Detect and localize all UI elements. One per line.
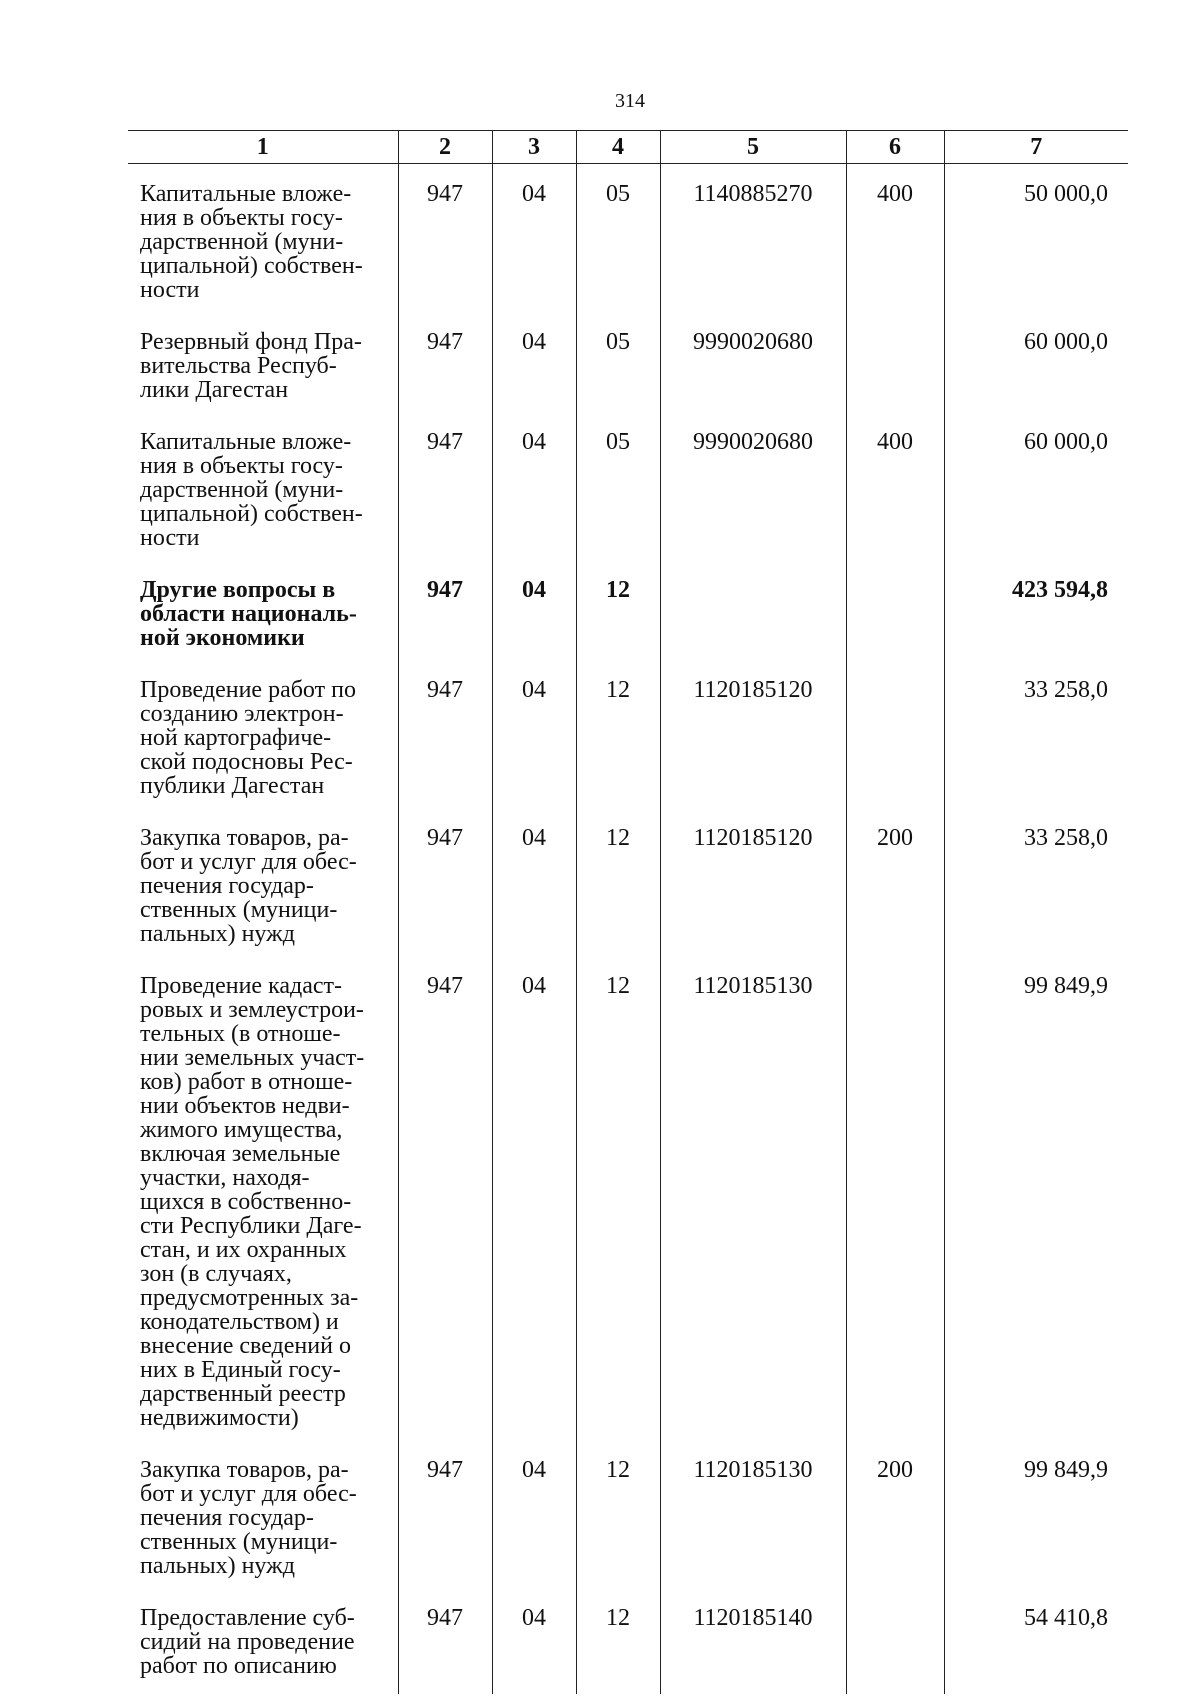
row-name-cell: Капитальные вложе- ния в объекты госу- дарственной (муни- ципальной) собствен- ности <box>140 429 363 551</box>
row-name-cell: Закупка товаров, ра- бот и услуг для обес- печения государ- ственных (муници- пальных) нужд <box>140 1457 357 1579</box>
row-target-cell: 1120185130 <box>660 956 846 1440</box>
column-header: 2 <box>398 131 492 164</box>
row-amount-cell: 33 258,0 <box>944 808 1128 956</box>
row-expense-cell <box>846 1588 944 1694</box>
table-row <box>128 412 1128 560</box>
table-row <box>128 808 1128 956</box>
row-subsection-cell: 12 <box>576 1440 660 1588</box>
row-expense-cell: 400 <box>846 412 944 560</box>
row-amount-cell: 99 849,9 <box>944 1440 1128 1588</box>
row-code-cell: 947 <box>398 412 492 560</box>
column-header: 4 <box>576 131 660 164</box>
row-subsection-cell: 12 <box>576 956 660 1440</box>
row-amount-cell: 99 849,9 <box>944 956 1128 1440</box>
row-amount-cell: 50 000,0 <box>944 164 1128 313</box>
row-code-cell: 947 <box>398 1440 492 1588</box>
row-name-cell: Проведение работ по созданию электрон- ной картографиче- ской подосновы Рес- публики Дагестан <box>140 677 356 799</box>
row-name-cell: Проведение кадаст- ровых и землеустрои- тельных (в отноше- нии земельных участ- ков) работ в отноше- нии объектов недви- жимого имущества, включая земельные участки, находя- щихся в собственно- сти Республики Даге- стан, и их охранных зон (в случаях, предусмотренных за- конодательством) и внесение сведений о них в Единый госу- дарственный реестр недвижимости) <box>140 973 365 1431</box>
column-header: 3 <box>492 131 576 164</box>
table-header-row <box>128 131 1128 164</box>
row-name-cell: Резервный фонд Пра- вительства Респуб- лики Дагестан <box>140 329 362 403</box>
row-target-cell: 9990020680 <box>660 412 846 560</box>
row-section-cell: 04 <box>492 1588 576 1694</box>
table-row <box>128 1588 1128 1694</box>
row-name-cell: Предоставление суб- сидий на проведение работ по описанию <box>140 1605 355 1679</box>
row-amount-cell: 60 000,0 <box>944 412 1128 560</box>
row-subsection-cell: 12 <box>576 1588 660 1694</box>
row-section-cell: 04 <box>492 560 576 660</box>
table-row <box>128 164 1128 313</box>
row-expense-cell: 400 <box>846 164 944 313</box>
table-row <box>128 660 1128 808</box>
table-row <box>128 956 1128 1440</box>
table-body <box>128 164 1128 1695</box>
row-target-cell: 9990020680 <box>660 312 846 412</box>
row-target-cell: 1140885270 <box>660 164 846 313</box>
row-section-cell: 04 <box>492 808 576 956</box>
row-amount-cell: 423 594,8 <box>944 560 1128 660</box>
page-number: 314 <box>615 90 645 112</box>
row-code-cell: 947 <box>398 1588 492 1694</box>
row-subsection-cell: 05 <box>576 312 660 412</box>
row-target-cell: 1120185140 <box>660 1588 846 1694</box>
row-amount-cell: 60 000,0 <box>944 312 1128 412</box>
row-section-cell: 04 <box>492 956 576 1440</box>
row-expense-cell <box>846 660 944 808</box>
row-target-cell: 1120185120 <box>660 808 846 956</box>
row-amount-cell: 54 410,8 <box>944 1588 1128 1694</box>
column-header: 7 <box>944 131 1128 164</box>
column-header: 6 <box>846 131 944 164</box>
column-header: 5 <box>660 131 846 164</box>
row-subsection-cell: 05 <box>576 164 660 313</box>
row-section-cell: 04 <box>492 164 576 313</box>
row-subsection-cell: 05 <box>576 412 660 560</box>
column-header: 1 <box>128 131 398 164</box>
row-expense-cell: 200 <box>846 808 944 956</box>
row-name-cell: Закупка товаров, ра- бот и услуг для обес- печения государ- ственных (муници- пальных) нужд <box>140 825 357 947</box>
row-name-cell: Капитальные вложе- ния в объекты госу- дарственной (муни- ципальной) собствен- ности <box>140 181 363 303</box>
row-target-cell <box>660 560 846 660</box>
row-expense-cell: 200 <box>846 1440 944 1588</box>
row-code-cell: 947 <box>398 956 492 1440</box>
table-row <box>128 312 1128 412</box>
budget-table <box>128 130 1128 1694</box>
table-row <box>128 560 1128 660</box>
row-section-cell: 04 <box>492 412 576 560</box>
row-code-cell: 947 <box>398 164 492 313</box>
row-target-cell: 1120185120 <box>660 660 846 808</box>
row-section-cell: 04 <box>492 660 576 808</box>
row-name-cell: Другие вопросы в области националь- ной экономики <box>140 577 357 651</box>
row-target-cell: 1120185130 <box>660 1440 846 1588</box>
row-expense-cell <box>846 956 944 1440</box>
row-code-cell: 947 <box>398 560 492 660</box>
row-subsection-cell: 12 <box>576 560 660 660</box>
row-section-cell: 04 <box>492 1440 576 1588</box>
row-subsection-cell: 12 <box>576 660 660 808</box>
row-code-cell: 947 <box>398 660 492 808</box>
row-subsection-cell: 12 <box>576 808 660 956</box>
row-code-cell: 947 <box>398 808 492 956</box>
row-amount-cell: 33 258,0 <box>944 660 1128 808</box>
row-expense-cell <box>846 560 944 660</box>
row-code-cell: 947 <box>398 312 492 412</box>
row-section-cell: 04 <box>492 312 576 412</box>
row-expense-cell <box>846 312 944 412</box>
table-row <box>128 1440 1128 1588</box>
